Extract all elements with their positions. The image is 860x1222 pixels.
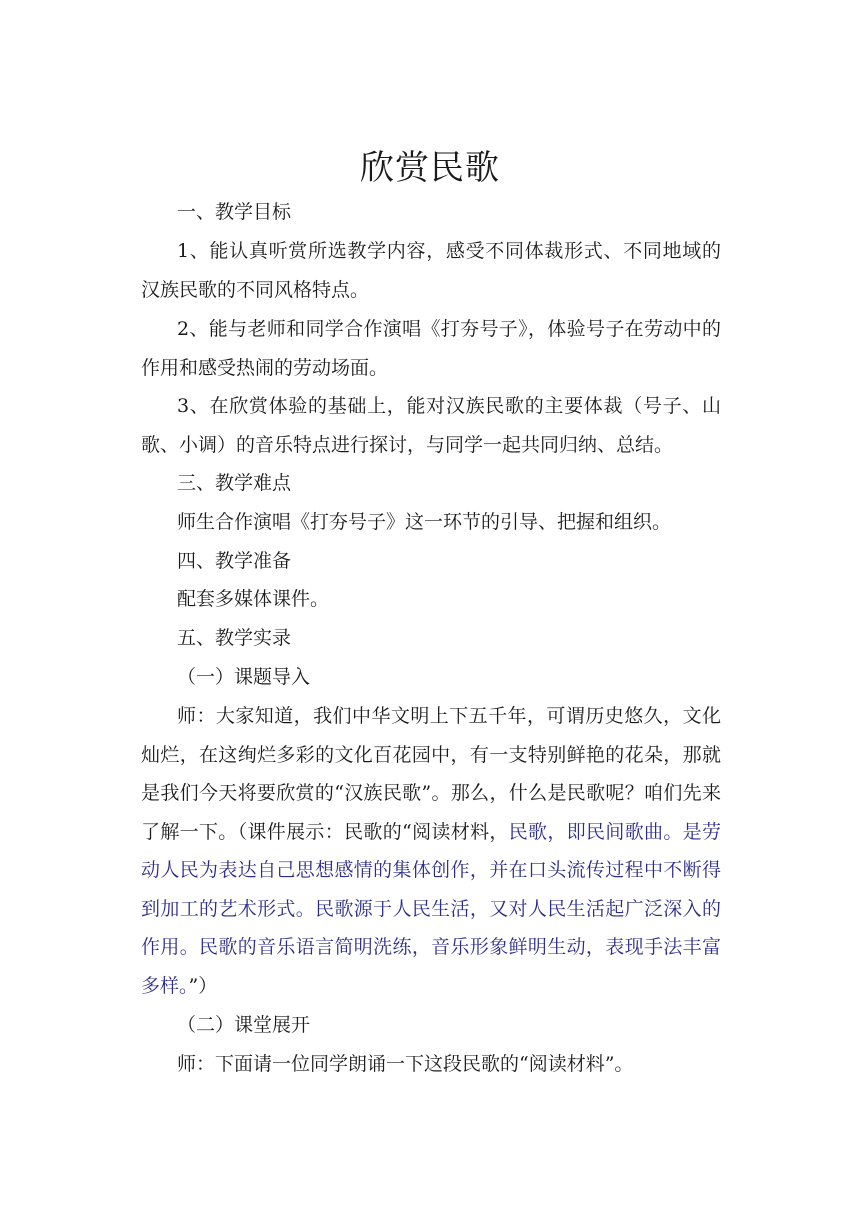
section-heading-difficulties: 三、教学难点 bbox=[177, 472, 292, 494]
development-text: 师：下面请一位同学朗诵一下这段民歌的“阅读材料”。 bbox=[177, 1053, 634, 1075]
section-heading-record: 五、教学实录 bbox=[177, 627, 292, 649]
intro-text: 师：大家知道，我们中华文明上下五千年，可谓历史悠久，文化灿烂，在这绚烂多彩的文化百花园中，有一支特别鲜艳的花朵，那就是我们今天将要欣赏的“汉族民歌”。那么，什么是民歌呢？咱们先来了解一下。（课件展示：民歌的“阅读材料， bbox=[141, 705, 721, 843]
subsection-heading-intro: （一）课题导入 bbox=[177, 666, 311, 688]
goal-2: 2、能与老师和同学合作演唱《打夯号子》，体验号子在劳动中的作用和感受热闹的劳动场面。 bbox=[141, 318, 721, 379]
preparation-text: 配套多媒体课件。 bbox=[177, 588, 330, 610]
subsection-heading-development: （二）课堂展开 bbox=[177, 1014, 311, 1036]
reading-material-quote: 民歌，即民间歌曲。是劳动人民为表达自己思想感情的集体创作，并在口头流传过程中不断得到加工的艺术形式。民歌源于人民生活，又对人民生活起广泛深入的作用。民歌的音乐语言简明洗练，音乐形象鲜明生动，表现手法丰富多样。 bbox=[141, 820, 721, 997]
section-heading-goals: 一、教学目标 bbox=[177, 201, 292, 223]
intro-text-end: ”） bbox=[188, 974, 218, 997]
section-heading-preparation: 四、教学准备 bbox=[177, 550, 292, 572]
difficulties-text: 师生合作演唱《打夯号子》这一环节的引导、把握和组织。 bbox=[177, 511, 672, 533]
page-title: 欣赏民歌 bbox=[360, 148, 500, 188]
goal-3: 3、在欣赏体验的基础上，能对汉族民歌的主要体裁（号子、山歌、小调）的音乐特点进行探讨，与同学一起共同归纳、总结。 bbox=[141, 395, 721, 456]
goal-1: 1、能认真听赏所选教学内容，感受不同体裁形式、不同地域的汉族民歌的不同风格特点。 bbox=[141, 240, 721, 301]
intro-paragraph bbox=[141, 697, 721, 1005]
